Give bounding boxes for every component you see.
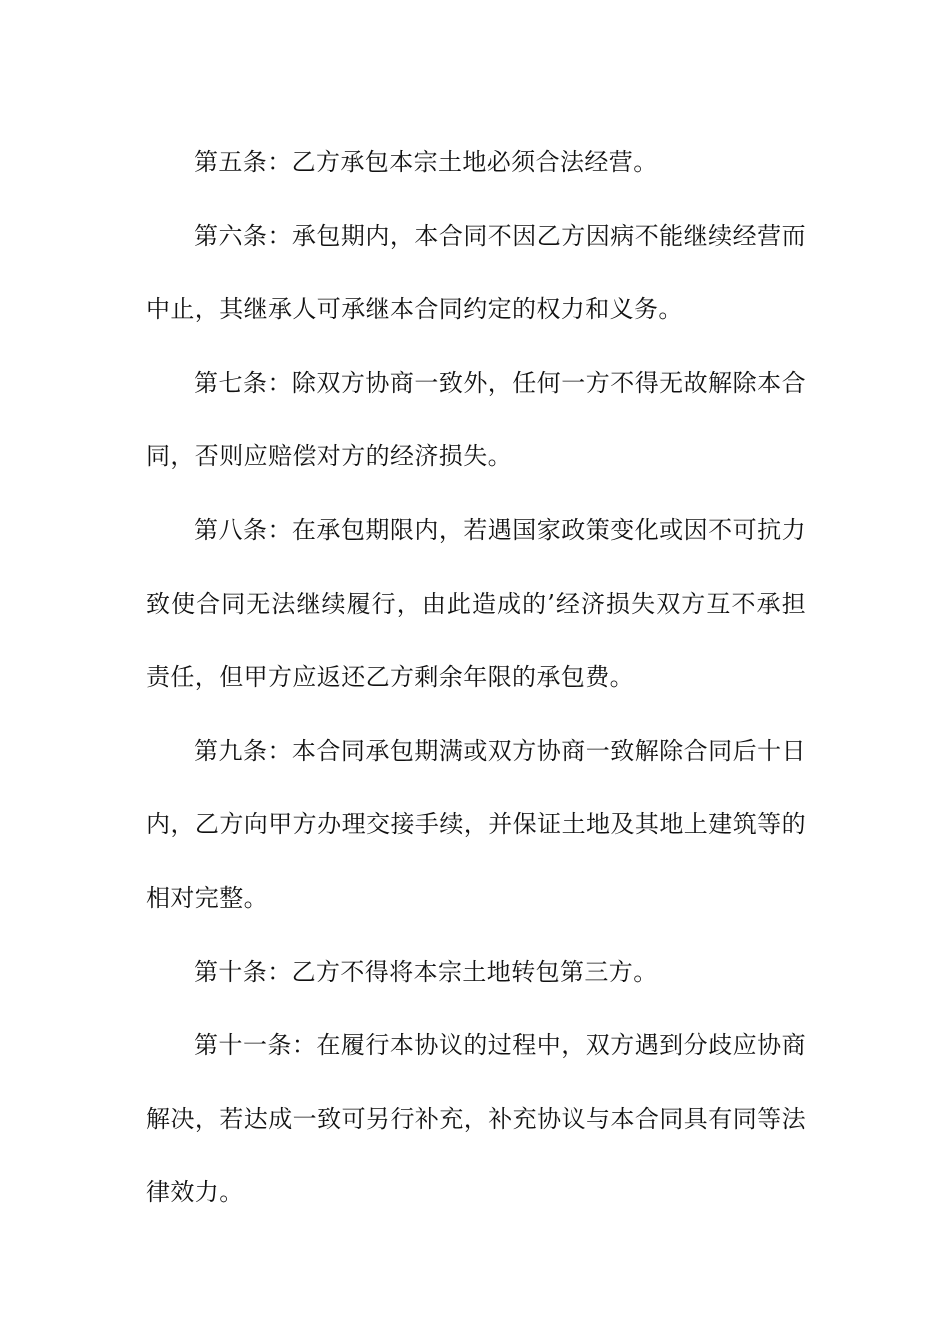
article-9-paragraph: 第九条：本合同承包期满或双方协商一致解除合同后十日内，乙方向甲方办理交接手续，并保证土地及其地上建筑等的相对完整。: [146, 736, 806, 912]
article-10-paragraph: 第十条：乙方不得将本宗土地转包第三方。: [194, 957, 658, 986]
article-6-paragraph: 第六条：承包期内，本合同不因乙方因病不能继续经营而中止，其继承人可承继本合同约定的权力和义务。: [146, 221, 806, 324]
article-8-paragraph: 第八条：在承包期限内，若遇国家政策变化或因不可抗力致使合同无法继续履行，由此造成的’经济损失双方互不承担责任，但甲方应返还乙方剩余年限的承包费。: [146, 515, 806, 692]
article-11-paragraph: 第十一条：在履行本协议的过程中，双方遇到分歧应协商解决，若达成一致可另行补充，补充协议与本合同具有同等法律效力。: [146, 1031, 806, 1207]
article-7-paragraph: 第七条：除双方协商一致外，任何一方不得无故解除本合同，否则应赔偿对方的经济损失。: [146, 368, 806, 471]
document-body: [146, 126, 806, 1230]
article-5-paragraph: 第五条：乙方承包本宗土地必须合法经营。: [194, 148, 658, 176]
